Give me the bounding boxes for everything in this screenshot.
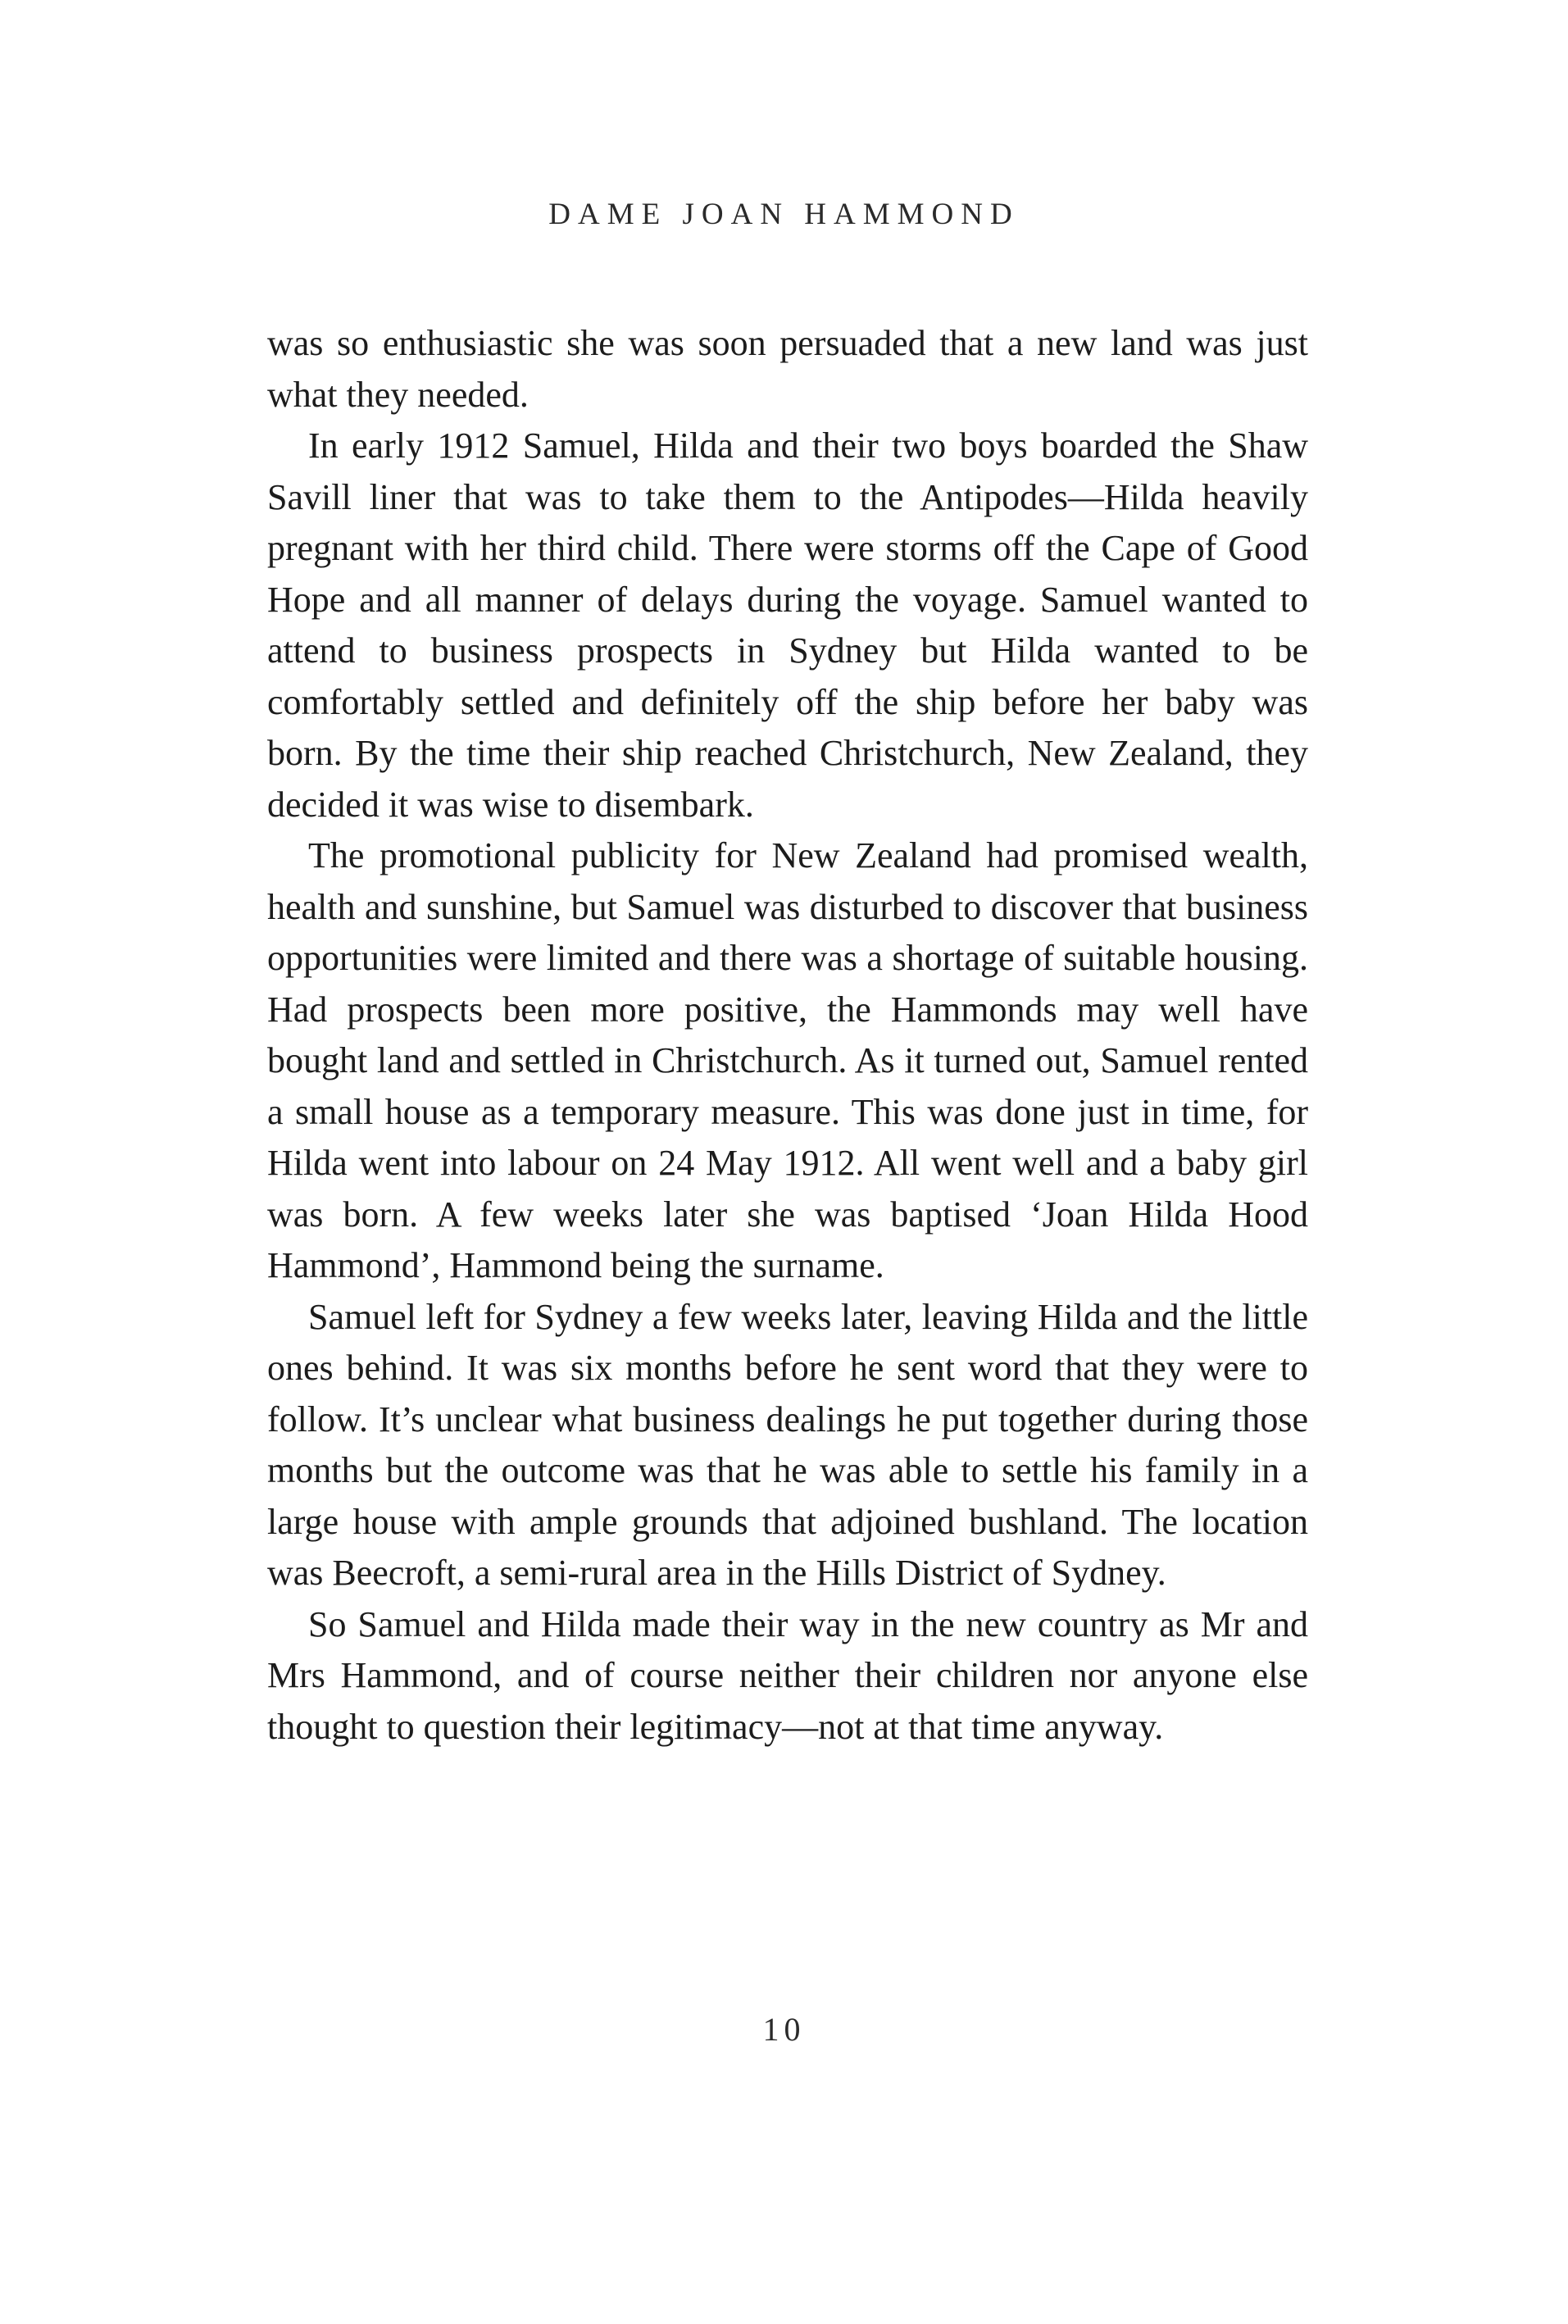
paragraph-1: was so enthusiastic she was soon persuaded that a new land was just what they needed. (267, 323, 1308, 415)
paragraph-5: So Samuel and Hilda made their way in the new country as Mr and Mrs Hammond, and of course neither their children nor anyone else thought to question their legitimacy—not at that time anyway. (267, 1603, 1308, 1747)
paragraph-4: Samuel left for Sydney a few weeks later, leaving Hilda and the little ones behind. It was six months before he sent word that they were to follow. It’s unclear what business dealings he put together during those months but the outcome was that he was able to settle his family in a large house with ample grounds that adjoined bushland. The location was Beecroft, a semi-rural area in the Hills District of Sydney. (267, 1296, 1308, 1593)
page-number: 10 (762, 2011, 806, 2048)
paragraph-2: In early 1912 Samuel, Hilda and their two boys boarded the Shaw Savill liner that was to take them to the Antipodes—Hilda heavily pregnant with her third child. There were storms off the Cape of Good Hope and all manner of delays during the voyage. Samuel wanted to attend to business prospects in Sydney but Hilda wanted to be comfortably settled and definitely off the ship before her baby was born. By the time their ship reached Christchurch, New Zealand, they decided it was wise to disembark. (267, 425, 1308, 825)
body-text (267, 318, 1308, 1753)
paragraph-3: The promotional publicity for New Zealand had promised wealth, health and sunshine, but Samuel was disturbed to discover that business opportunities were limited and there was a shortage of suitable housing. Had prospects been more positive, the Hammonds may well have bought land and settled in Christchurch. As it turned out, Samuel rented a small house as a temporary measure. This was done just in time, for Hilda went into labour on 24 May 1912. All went well and a baby girl was born. A few weeks later she was baptised ‘Joan Hilda Hood Hammond’, Hammond being the surname. (267, 835, 1308, 1285)
running-head: DAME JOAN HAMMOND (548, 198, 1020, 231)
